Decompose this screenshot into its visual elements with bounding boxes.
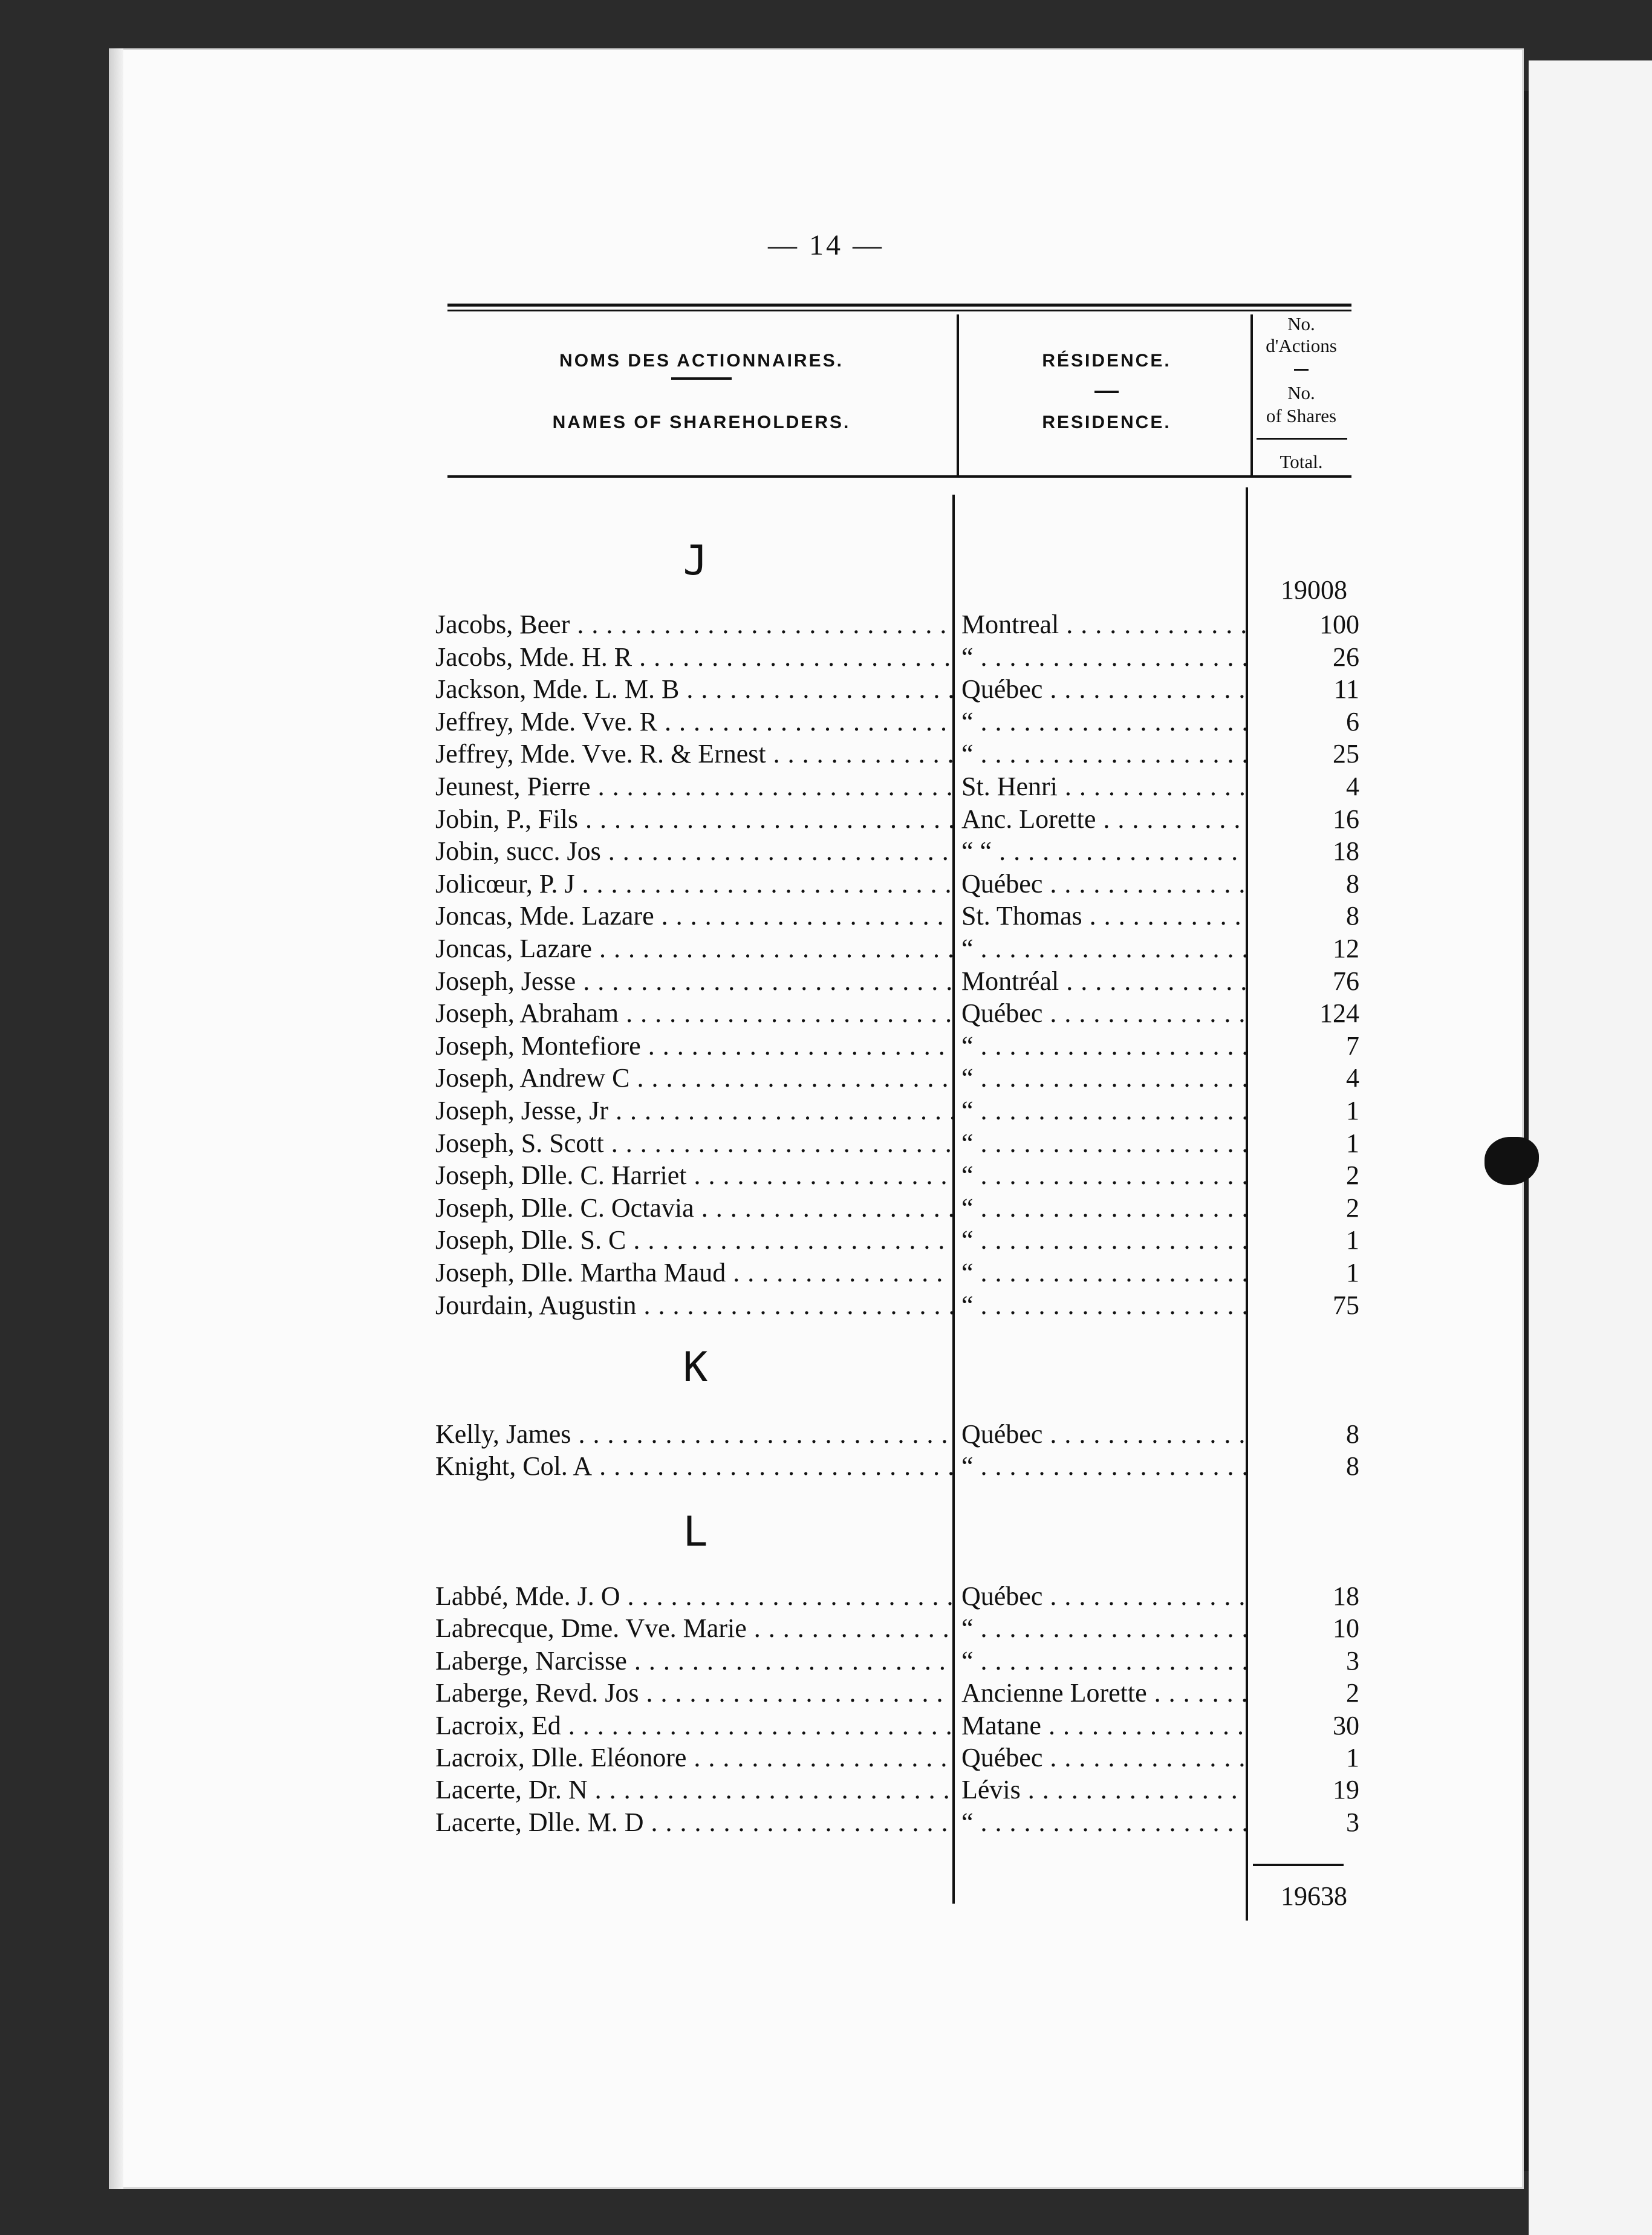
header-residence-dash xyxy=(1094,391,1119,393)
shareholder-residence: Québec . . . xyxy=(961,997,1246,1029)
shareholder-shares: 8 xyxy=(1346,901,1359,931)
shareholder-shares: 76 xyxy=(1333,966,1359,996)
header-shares-dash xyxy=(1294,369,1309,371)
shareholder-name: Laberge, Narcisse . . . xyxy=(435,1645,952,1677)
shareholder-shares: 1 xyxy=(1346,1096,1359,1125)
header-top-rule-thin xyxy=(447,310,1351,311)
shareholder-name: Lacerte, Dr. N . . . xyxy=(435,1774,952,1806)
shareholder-name: Jobin, succ. Jos . . . xyxy=(435,835,952,867)
shareholder-name: Joncas, Lazare . . . xyxy=(435,932,952,965)
shareholder-name: Joseph, Montefiore . . . xyxy=(435,1030,952,1062)
shareholder-residence: Québec . . . xyxy=(961,1580,1246,1612)
shareholder-shares: 8 xyxy=(1346,1451,1359,1481)
shareholder-shares: 3 xyxy=(1346,1645,1359,1676)
shareholder-residence: “ . . . xyxy=(961,1030,1246,1062)
table-row xyxy=(435,1030,1359,1062)
header-bottom-rule xyxy=(447,475,1351,478)
shareholder-name: Jeunest, Pierre . . . xyxy=(435,770,952,802)
grand-total: 19638 xyxy=(1281,1881,1347,1911)
shareholder-shares: 16 xyxy=(1333,804,1359,834)
header-shares-en-2: of Shares xyxy=(1266,405,1337,426)
shareholder-name: Joseph, Jesse . . . xyxy=(435,965,952,997)
section-letter-j: J xyxy=(683,537,708,585)
shareholder-name: Joseph, Abraham . . . xyxy=(435,997,952,1029)
header-shares-en-1: No. xyxy=(1287,382,1315,403)
table-row xyxy=(435,1710,1359,1742)
shareholder-residence: “ . . . xyxy=(961,1612,1246,1644)
shareholder-residence: “ . . . xyxy=(961,1450,1246,1482)
page-edge-rule xyxy=(1524,91,1529,2171)
shareholder-name: Jobin, P., Fils . . . xyxy=(435,803,952,835)
table-row xyxy=(435,1062,1359,1094)
shareholder-shares: 6 xyxy=(1346,706,1359,737)
shareholder-residence: “ . . . xyxy=(961,1192,1246,1224)
table-row xyxy=(435,1159,1359,1191)
shareholder-shares: 1 xyxy=(1346,1258,1359,1287)
shareholder-shares: 1 xyxy=(1346,1128,1359,1158)
shareholder-residence: Montréal . . . xyxy=(961,965,1246,997)
shareholder-residence: “ . . . xyxy=(961,738,1246,770)
shareholder-shares: 2 xyxy=(1346,1160,1359,1191)
shareholder-residence: Matane . . . xyxy=(961,1710,1246,1742)
table-row xyxy=(435,868,1359,900)
shareholder-shares: 124 xyxy=(1319,998,1359,1029)
table-row xyxy=(435,1450,1359,1482)
header-names-fr: NOMS DES ACTIONNAIRES. xyxy=(559,351,844,371)
shareholder-residence: “ . . . xyxy=(961,1095,1246,1127)
shareholder-name: Joseph, Andrew C . . . xyxy=(435,1062,952,1094)
table-row xyxy=(435,835,1359,867)
shareholder-name: Jolicœur, P. J . . . xyxy=(435,868,952,900)
shareholder-name: Lacroix, Ed . . . xyxy=(435,1710,952,1742)
table-row xyxy=(435,1095,1359,1127)
shareholder-name: Joncas, Mde. Lazare . . . xyxy=(435,900,952,932)
table-row xyxy=(435,1192,1359,1224)
shareholder-shares: 26 xyxy=(1333,642,1359,672)
table-row xyxy=(435,1677,1359,1709)
shareholder-residence: Québec . . . xyxy=(961,868,1246,900)
header-shares-fr-1: No. xyxy=(1287,313,1315,334)
shareholder-residence: “ . . . xyxy=(961,1062,1246,1094)
table-row xyxy=(435,706,1359,738)
shareholder-name: Labbé, Mde. J. O . . . xyxy=(435,1580,952,1612)
shareholder-residence: “ . . . xyxy=(961,641,1246,673)
table-row xyxy=(435,738,1359,770)
carried-forward-total: 19008 xyxy=(1281,575,1347,605)
shareholder-residence: “ . . . xyxy=(961,1159,1246,1191)
shareholder-residence: “ . . . xyxy=(961,1645,1246,1677)
table-row xyxy=(435,803,1359,835)
header-shares-rule xyxy=(1257,438,1347,440)
header-residence-en: RESIDENCE. xyxy=(1042,412,1171,432)
shareholder-residence: St. Thomas . . . xyxy=(961,900,1246,932)
shareholder-name: Labrecque, Dme. Vve. Marie . . . xyxy=(435,1612,952,1644)
shareholder-shares: 12 xyxy=(1333,934,1359,963)
header-total: Total. xyxy=(1280,451,1323,472)
shareholder-name: Jeffrey, Mde. Vve. R . . . xyxy=(435,706,952,738)
grand-total-rule xyxy=(1253,1864,1344,1866)
shareholder-shares: 8 xyxy=(1346,868,1359,899)
table-row xyxy=(435,1127,1359,1159)
shareholder-shares: 25 xyxy=(1333,739,1359,769)
shareholder-shares: 10 xyxy=(1333,1613,1359,1644)
shareholder-name: Jackson, Mde. L. M. B . . . xyxy=(435,673,952,705)
table-row xyxy=(435,1612,1359,1644)
shareholder-shares: 2 xyxy=(1346,1192,1359,1223)
page-number: — 14 — xyxy=(768,229,884,261)
table-row xyxy=(435,932,1359,965)
shareholder-residence: “ . . . xyxy=(961,706,1246,738)
table-row xyxy=(435,997,1359,1029)
table-row xyxy=(435,965,1359,997)
table-row xyxy=(435,1774,1359,1806)
table-row xyxy=(435,1806,1359,1838)
shareholder-shares: 1 xyxy=(1346,1225,1359,1255)
table-row xyxy=(435,1257,1359,1289)
shareholder-shares: 100 xyxy=(1319,610,1359,639)
table-row xyxy=(435,1289,1359,1321)
shareholder-name: Jourdain, Augustin . . . xyxy=(435,1289,952,1321)
table-row xyxy=(435,641,1359,673)
shareholder-name: Kelly, James . . . xyxy=(435,1418,952,1450)
table-row xyxy=(435,608,1359,640)
shareholder-residence: Québec . . . xyxy=(961,1418,1246,1450)
adjacent-page-edge xyxy=(1529,60,1652,2235)
header-shares-fr-2: d'Actions xyxy=(1266,335,1337,356)
table-row xyxy=(435,673,1359,705)
table-row xyxy=(435,1645,1359,1677)
shareholder-residence: “ “ . . . xyxy=(961,835,1246,867)
header-divider-names xyxy=(957,314,959,475)
shareholder-name: Lacerte, Dlle. M. D . . . xyxy=(435,1806,952,1838)
shareholder-residence: “ . . . xyxy=(961,1289,1246,1321)
shareholder-name: Knight, Col. A . . . xyxy=(435,1450,952,1482)
shareholder-shares: 7 xyxy=(1346,1030,1359,1061)
table-row xyxy=(435,1742,1359,1774)
shareholder-residence: “ . . . xyxy=(961,1224,1246,1256)
shareholder-name: Joseph, S. Scott . . . xyxy=(435,1127,952,1159)
shareholder-name: Jacobs, Beer . . . xyxy=(435,608,952,640)
shareholder-name: Joseph, Dlle. C. Harriet . . . xyxy=(435,1159,952,1191)
shareholder-shares: 75 xyxy=(1333,1290,1359,1320)
shareholder-shares: 2 xyxy=(1346,1678,1359,1708)
shareholder-shares: 4 xyxy=(1346,772,1359,801)
header-names-dash xyxy=(671,377,732,380)
shareholder-name: Laberge, Revd. Jos . . . xyxy=(435,1677,952,1709)
shareholder-name: Joseph, Dlle. Martha Maud . . . xyxy=(435,1257,952,1289)
shareholder-residence: “ . . . xyxy=(961,1806,1246,1838)
header-top-rule xyxy=(447,304,1351,307)
shareholder-name: Lacroix, Dlle. Eléonore . . . xyxy=(435,1742,952,1774)
shareholder-name: Joseph, Dlle. S. C . . . xyxy=(435,1224,952,1256)
shareholder-shares: 8 xyxy=(1346,1419,1359,1449)
shareholder-name: Joseph, Jesse, Jr . . . xyxy=(435,1095,952,1127)
shareholder-residence: Montreal . . . xyxy=(961,608,1246,640)
shareholder-shares: 19 xyxy=(1333,1775,1359,1805)
shareholder-residence: “ . . . xyxy=(961,932,1246,965)
table-row xyxy=(435,1580,1359,1612)
shareholder-residence: Québec . . . xyxy=(961,1742,1246,1774)
shareholder-residence: “ . . . xyxy=(961,1257,1246,1289)
shareholder-residence: Lévis . . . xyxy=(961,1774,1246,1806)
page-fold-shadow xyxy=(109,48,123,2189)
header-residence-fr: RÉSIDENCE. xyxy=(1042,351,1171,371)
shareholder-residence: Ancienne Lorette . . . xyxy=(961,1677,1246,1709)
table-row xyxy=(435,1224,1359,1256)
table-row xyxy=(435,1418,1359,1450)
shareholder-name: Joseph, Dlle. C. Octavia . . . xyxy=(435,1192,952,1224)
shareholder-residence: Anc. Lorette . . . xyxy=(961,803,1246,835)
shareholder-shares: 11 xyxy=(1333,674,1359,704)
shareholder-name: Jacobs, Mde. H. R . . . xyxy=(435,641,952,673)
section-letter-l: L xyxy=(683,1508,708,1556)
shareholder-shares: 18 xyxy=(1333,1581,1359,1611)
shareholder-shares: 30 xyxy=(1333,1710,1359,1740)
shareholder-residence: “ . . . xyxy=(961,1127,1246,1159)
header-names-en: NAMES OF SHAREHOLDERS. xyxy=(552,412,851,432)
shareholder-shares: 4 xyxy=(1346,1063,1359,1093)
shareholder-shares: 1 xyxy=(1346,1743,1359,1772)
shareholder-shares: 18 xyxy=(1333,836,1359,867)
section-letter-k: K xyxy=(683,1344,708,1391)
table-row xyxy=(435,900,1359,932)
table-row xyxy=(435,770,1359,802)
shareholder-shares: 3 xyxy=(1346,1807,1359,1837)
shareholder-name: Jeffrey, Mde. Vve. R. & Ernest . . . xyxy=(435,738,952,770)
shareholder-residence: St. Henri . . . xyxy=(961,770,1246,802)
shareholder-residence: Québec . . . xyxy=(961,673,1246,705)
